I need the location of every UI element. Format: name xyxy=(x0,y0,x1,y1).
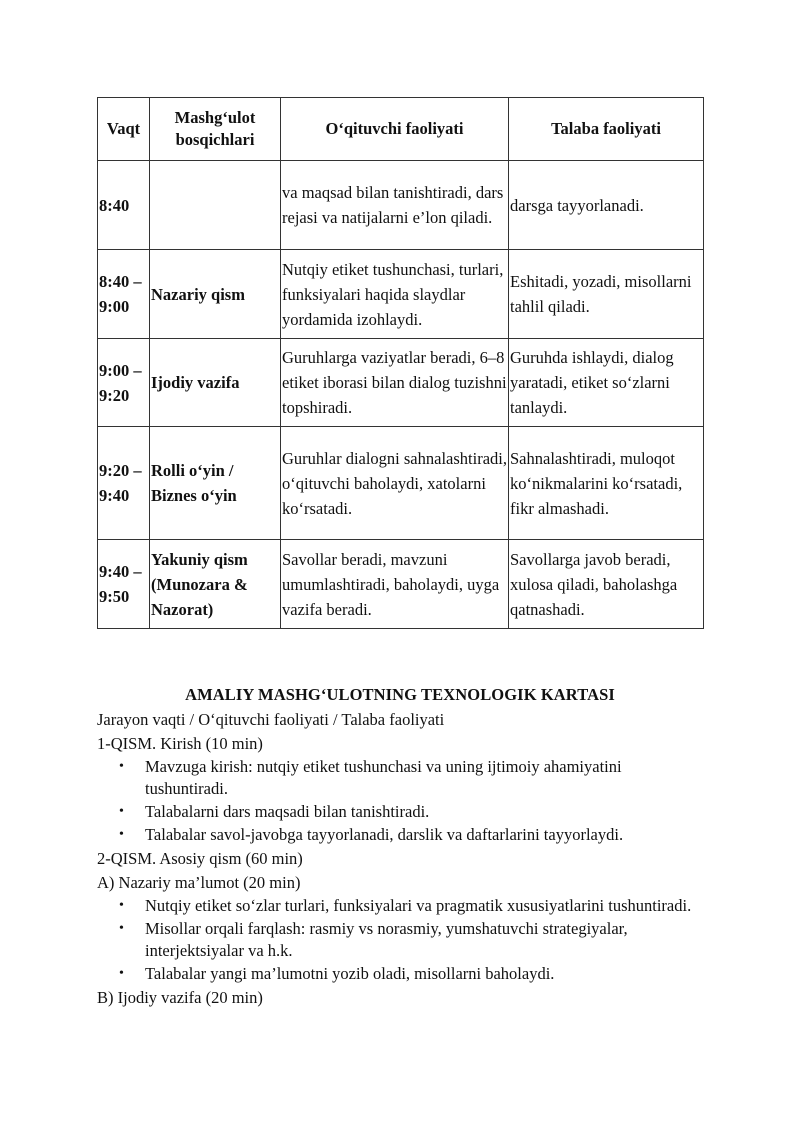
cell-teacher: Nutqiy etiket tushunchasi, turlari, funksiyalari haqida slaydlar yordamida izohlaydi. xyxy=(281,250,509,339)
list-item-text: Mavzuga kirish: nutqiy etiket tushunchasi va uning ijtimoiy ahamiyatini tushuntiradi. xyxy=(145,757,622,798)
list-item-text: Nutqiy etiket so‘zlar turlari, funksiyalari va pragmatik xususiyatlarini tushuntiradi. xyxy=(145,896,692,915)
cell-stage xyxy=(150,161,281,250)
part1-list xyxy=(97,756,703,846)
bullet-icon: • xyxy=(119,759,124,774)
part1-heading: 1-QISM. Kirish (10 min) xyxy=(97,734,263,753)
cell-stage: Ijodiy vazifa xyxy=(150,339,281,427)
cell-time: 9:20 – 9:40 xyxy=(98,427,150,540)
table-row xyxy=(98,250,704,339)
list-item-text: Talabalar yangi ma’lumotni yozib oladi, misollarni baholaydi. xyxy=(145,964,555,983)
part2-sub-b: B) Ijodiy vazifa (20 min) xyxy=(97,988,263,1007)
cell-stage: Yakuniy qism (Munozara & Nazorat) xyxy=(150,540,281,629)
list-item xyxy=(119,824,703,846)
section-title: AMALIY MASHG‘ULOTNING TEXNOLOGIK KARTASI xyxy=(185,685,615,704)
header-teacher-activity: O‘qituvchi faoliyati xyxy=(281,98,509,161)
tech-card-section xyxy=(97,683,703,1010)
bullet-icon: • xyxy=(119,827,124,842)
cell-student: darsga tayyorlanadi. xyxy=(509,161,704,250)
cell-teacher: va maqsad bilan tanishtiradi, dars rejasi va natijalarni e’lon qiladi. xyxy=(281,161,509,250)
cell-student: Savollarga javob beradi, xulosa qiladi, baholashga qatnashadi. xyxy=(509,540,704,629)
bullet-icon: • xyxy=(119,898,124,913)
cell-time: 9:00 – 9:20 xyxy=(98,339,150,427)
cell-student: Sahnalashtiradi, muloqot ko‘nikmalarini ko‘rsatadi, fikr almashadi. xyxy=(509,427,704,540)
part2-list xyxy=(97,895,703,985)
cell-time: 9:40 – 9:50 xyxy=(98,540,150,629)
cell-teacher: Savollar beradi, mavzuni umumlashtiradi, baholaydi, uyga vazifa beradi. xyxy=(281,540,509,629)
cell-stage: Rolli o‘yin / Biznes o‘yin xyxy=(150,427,281,540)
cell-student: Eshitadi, yozadi, misollarni tahlil qiladi. xyxy=(509,250,704,339)
section-subtitle: Jarayon vaqti / O‘qituvchi faoliyati / Talaba faoliyati xyxy=(97,710,445,729)
table-row xyxy=(98,161,704,250)
header-student-activity: Talaba faoliyati xyxy=(509,98,704,161)
bullet-icon: • xyxy=(119,921,124,936)
bullet-icon: • xyxy=(119,966,124,981)
lesson-plan-table xyxy=(97,97,704,629)
header-stages: Mashg‘ulot bosqichlari xyxy=(150,98,281,161)
list-item xyxy=(119,895,703,917)
table-row xyxy=(98,339,704,427)
list-item-text: Talabalar savol-javobga tayyorlanadi, darslik va daftarlarini tayyorlaydi. xyxy=(145,825,624,844)
cell-time: 8:40 – 9:00 xyxy=(98,250,150,339)
cell-teacher: Guruhlarga vaziyatlar beradi, 6–8 etiket iborasi bilan dialog tuzishni topshiradi. xyxy=(281,339,509,427)
cell-teacher: Guruhlar dialogni sahnalashtiradi, o‘qituvchi baholaydi, xatolarni ko‘rsatadi. xyxy=(281,427,509,540)
header-time: Vaqt xyxy=(98,98,150,161)
table-header-row xyxy=(98,98,704,161)
list-item xyxy=(119,801,703,823)
part2-sub-a: A) Nazariy ma’lumot (20 min) xyxy=(97,873,301,892)
table-row xyxy=(98,540,704,629)
table-row xyxy=(98,427,704,540)
list-item xyxy=(119,918,703,962)
list-item-text: Talabalarni dars maqsadi bilan tanishtiradi. xyxy=(145,802,430,821)
part2-heading: 2-QISM. Asosiy qism (60 min) xyxy=(97,849,303,868)
bullet-icon: • xyxy=(119,804,124,819)
list-item-text: Misollar orqali farqlash: rasmiy vs norasmiy, yumshatuvchi strategiyalar, interjektsiyalar va h.k. xyxy=(145,919,628,960)
list-item xyxy=(119,756,703,800)
cell-student: Guruhda ishlaydi, dialog yaratadi, etiket so‘zlarni tanlaydi. xyxy=(509,339,704,427)
cell-stage: Nazariy qism xyxy=(150,250,281,339)
cell-time: 8:40 xyxy=(98,161,150,250)
list-item xyxy=(119,963,703,985)
